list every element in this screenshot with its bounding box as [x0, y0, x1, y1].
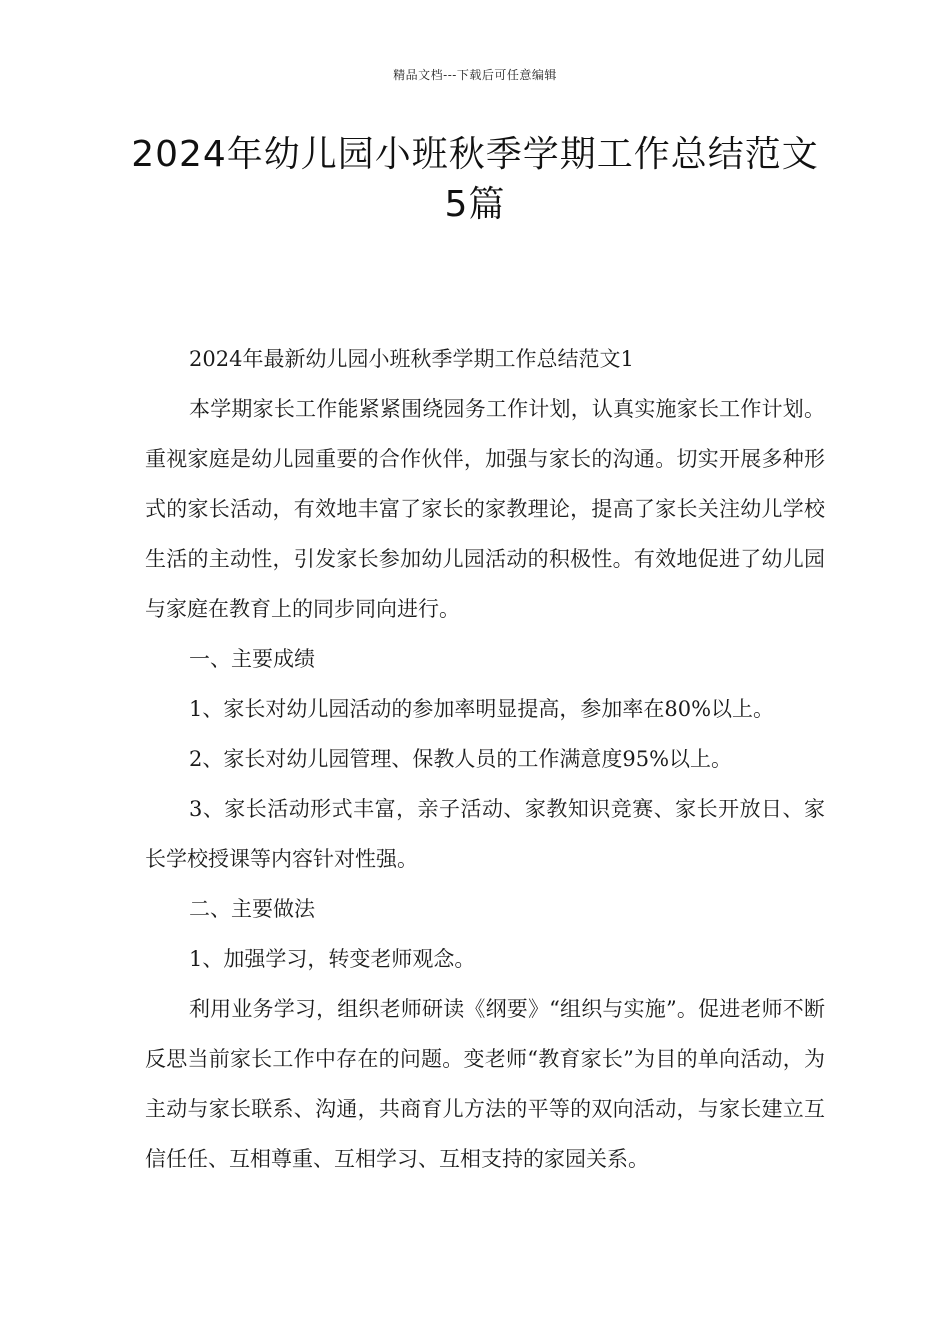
section-heading: 一、主要成绩 [189, 647, 315, 671]
section-heading: 二、主要做法 [189, 897, 315, 921]
header-note: 精品文档---下载后可任意编辑 [393, 68, 557, 82]
document-body [145, 334, 825, 1184]
subsection-heading: 1、加强学习，转变老师观念。 [189, 947, 476, 971]
list-item: 1、家长对幼儿园活动的参加率明显提高，参加率在80%以上。 [189, 697, 775, 721]
paragraph: 本学期家长工作能紧紧围绕园务工作计划，认真实施家长工作计划。重视家庭是幼儿园重要的合作伙伴，加强与家长的沟通。切实开展多种形式的家长活动，有效地丰富了家长的家教理论，提高了家长关注幼儿学校生活的主动性，引发家长参加幼儿园活动的积极性。有效地促进了幼儿园与家庭在教育上的同步同向进行。 [145, 397, 825, 621]
document-title: 2024年幼儿园小班秋季学期工作总结范文5篇 [131, 134, 819, 225]
section-heading: 2024年最新幼儿园小班秋季学期工作总结范文1 [189, 347, 634, 371]
list-item: 3、家长活动形式丰富，亲子活动、家教知识竞赛、家长开放日、家长学校授课等内容针对性强。 [145, 797, 825, 871]
paragraph: 利用业务学习，组织老师研读《纲要》“组织与实施”。促进老师不断反思当前家长工作中存在的问题。变老师“教育家长”为目的单向活动，为主动与家长联系、沟通，共商育儿方法的平等的双向活动，与家长建立互信任任、互相尊重、互相学习、互相支持的家园关系。 [145, 997, 825, 1171]
list-item: 2、家长对幼儿园管理、保教人员的工作满意度95%以上。 [189, 747, 733, 771]
